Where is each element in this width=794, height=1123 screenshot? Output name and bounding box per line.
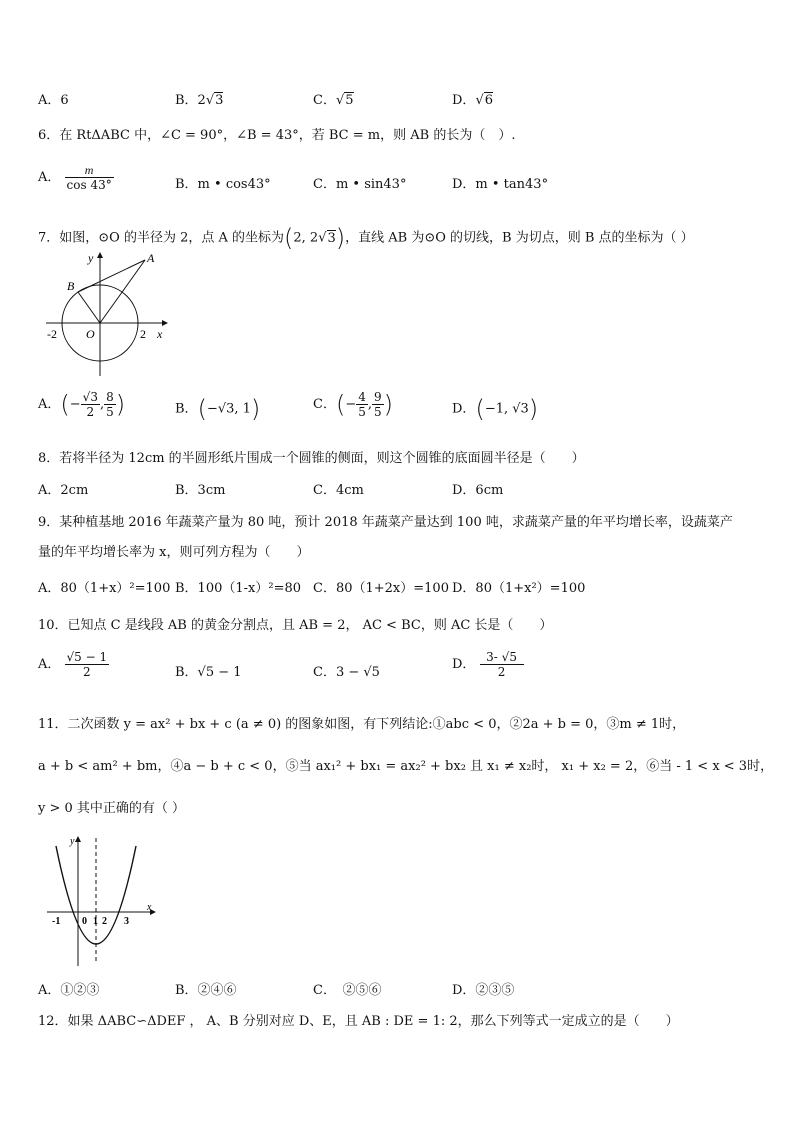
q7-option-d: D．(−1, √3) [452, 395, 539, 423]
q5-option-d: D．√6 [452, 93, 494, 108]
tick-pos2: 2 [140, 327, 146, 341]
q11-parabola-figure [42, 832, 160, 970]
q9-option-c: C．80（1+2x）=100 [313, 581, 449, 596]
point-b-label: B [67, 279, 75, 293]
tick-1: 1 [93, 916, 98, 927]
q9-stem-line1: 9．某种植基地 2016 年蔬菜产量为 80 吨，预计 2018 年蔬菜产量达到 100 吨，求蔬菜产量的年平均增长率，设蔬菜产 [38, 515, 733, 530]
q11-stem-line3: y > 0 其中正确的有（ ） [38, 801, 186, 816]
q8-option-b: B．3cm [175, 483, 226, 498]
q5-option-a: A．6 [38, 93, 69, 108]
q9-option-a: A．80（1+x）²=100 [38, 581, 171, 596]
q10-stem: 10．已知点 C 是线段 AB 的黄金分割点，且 AB = 2， AC < BC，则 AC 长是（ ） [38, 618, 553, 633]
q10-option-a: A． $\frac{√5 - 1}{2}$ [38, 650, 108, 679]
x-label: x [147, 902, 152, 913]
point-a-label: A [147, 251, 155, 265]
q9-stem-line2: 量的年平均增长率为 x，则可列方程为（ ） [38, 545, 310, 560]
q7-circle-figure [40, 248, 170, 380]
origin-label: O [86, 327, 95, 341]
q10-option-b: B．√5 − 1 [175, 665, 242, 680]
q8-stem: 8．若将半径为 12cm 的半圆形纸片围成一个圆锥的侧面，则这个圆锥的底面圆半径是（ ） [38, 451, 585, 466]
tick-neg2: -2 [47, 327, 57, 341]
q9-option-d: D．80（1+x²）=100 [452, 581, 586, 596]
q6-option-d: D．m • tan43° [452, 177, 549, 192]
y-label: y [70, 836, 75, 847]
q5-option-b: B．2√3 [175, 93, 224, 108]
line-oa [100, 260, 145, 323]
q8-option-a: A．2cm [38, 483, 89, 498]
tick-neg1: -1 [52, 916, 61, 927]
q7-option-a: A．(− $\frac{√3}{2}$ , $\frac{8}{5}$ ) [38, 390, 126, 419]
q6-stem: 6．在 RtΔABC 中，∠C = 90°，∠B = 43°，若 BC = m，则 AB 的长为（ ）. [38, 128, 516, 143]
q11-option-b: B．②④⑥ [175, 983, 237, 998]
q11-option-d: D．②③⑤ [452, 983, 515, 998]
q11-option-a: A．①②③ [38, 983, 100, 998]
q7-option-b: B．(−√3, 1) [175, 395, 261, 423]
q7-stem: 7．如图，⊙O 的半径为 2，点 A 的坐标为(2, 2√3)，直线 AB 为⊙O 的切线，B 为切点，则 B 点的坐标为（ ） [38, 224, 694, 252]
x-arrow-icon [162, 320, 168, 326]
q6-option-a: A． $\frac{m}{\cos 43^\circ}$ [38, 163, 112, 192]
q6-option-c: C．m • sin43° [313, 177, 407, 192]
q10-option-d: D． $\frac{3- √5}{2}$ [452, 650, 524, 679]
tick-0: 0 [82, 916, 87, 927]
tick-2: 2 [102, 916, 107, 927]
q7-option-c: C．(− $\frac{4}{5}$ , $\frac{9}{5}$ ) [313, 390, 394, 419]
q11-option-c: C． ②⑤⑥ [313, 983, 382, 998]
q12-stem: 12．如果 ΔABC∽ΔDEF ， A、B 分别对应 D、E，且 AB : DE = 1: 2，那么下列等式一定成立的是（ ） [38, 1014, 679, 1029]
y-arrow-icon [75, 836, 81, 842]
q10-option-c: C．3 − √5 [313, 665, 380, 680]
q5-option-c: C．√5 [313, 93, 354, 108]
q6-option-b: B．m • cos43° [175, 177, 271, 192]
q9-option-b: B．100（1-x）²=80 [175, 581, 302, 596]
y-arrow-icon [97, 252, 103, 258]
y-label: y [88, 251, 94, 265]
line-ob [78, 292, 100, 323]
q11-stem-line1: 11．二次函数 y = ax² + bx + c (a ≠ 0) 的图象如图，有下列结论:①abc < 0，②2a + b = 0，③m ≠ 1时， [38, 717, 686, 732]
q8-option-c: C．4cm [313, 483, 364, 498]
x-label: x [157, 327, 163, 341]
tick-3: 3 [124, 916, 129, 927]
q8-option-d: D．6cm [452, 483, 504, 498]
q11-stem-line2: a + b < am² + bm，④a − b + c < 0，⑤当 ax₁² + bx₁ = ax₂² + bx₂ 且 x₁ ≠ x₂时， x₁ + x₂ = 2，⑥当 - 1 < x < 3时， [38, 759, 774, 774]
